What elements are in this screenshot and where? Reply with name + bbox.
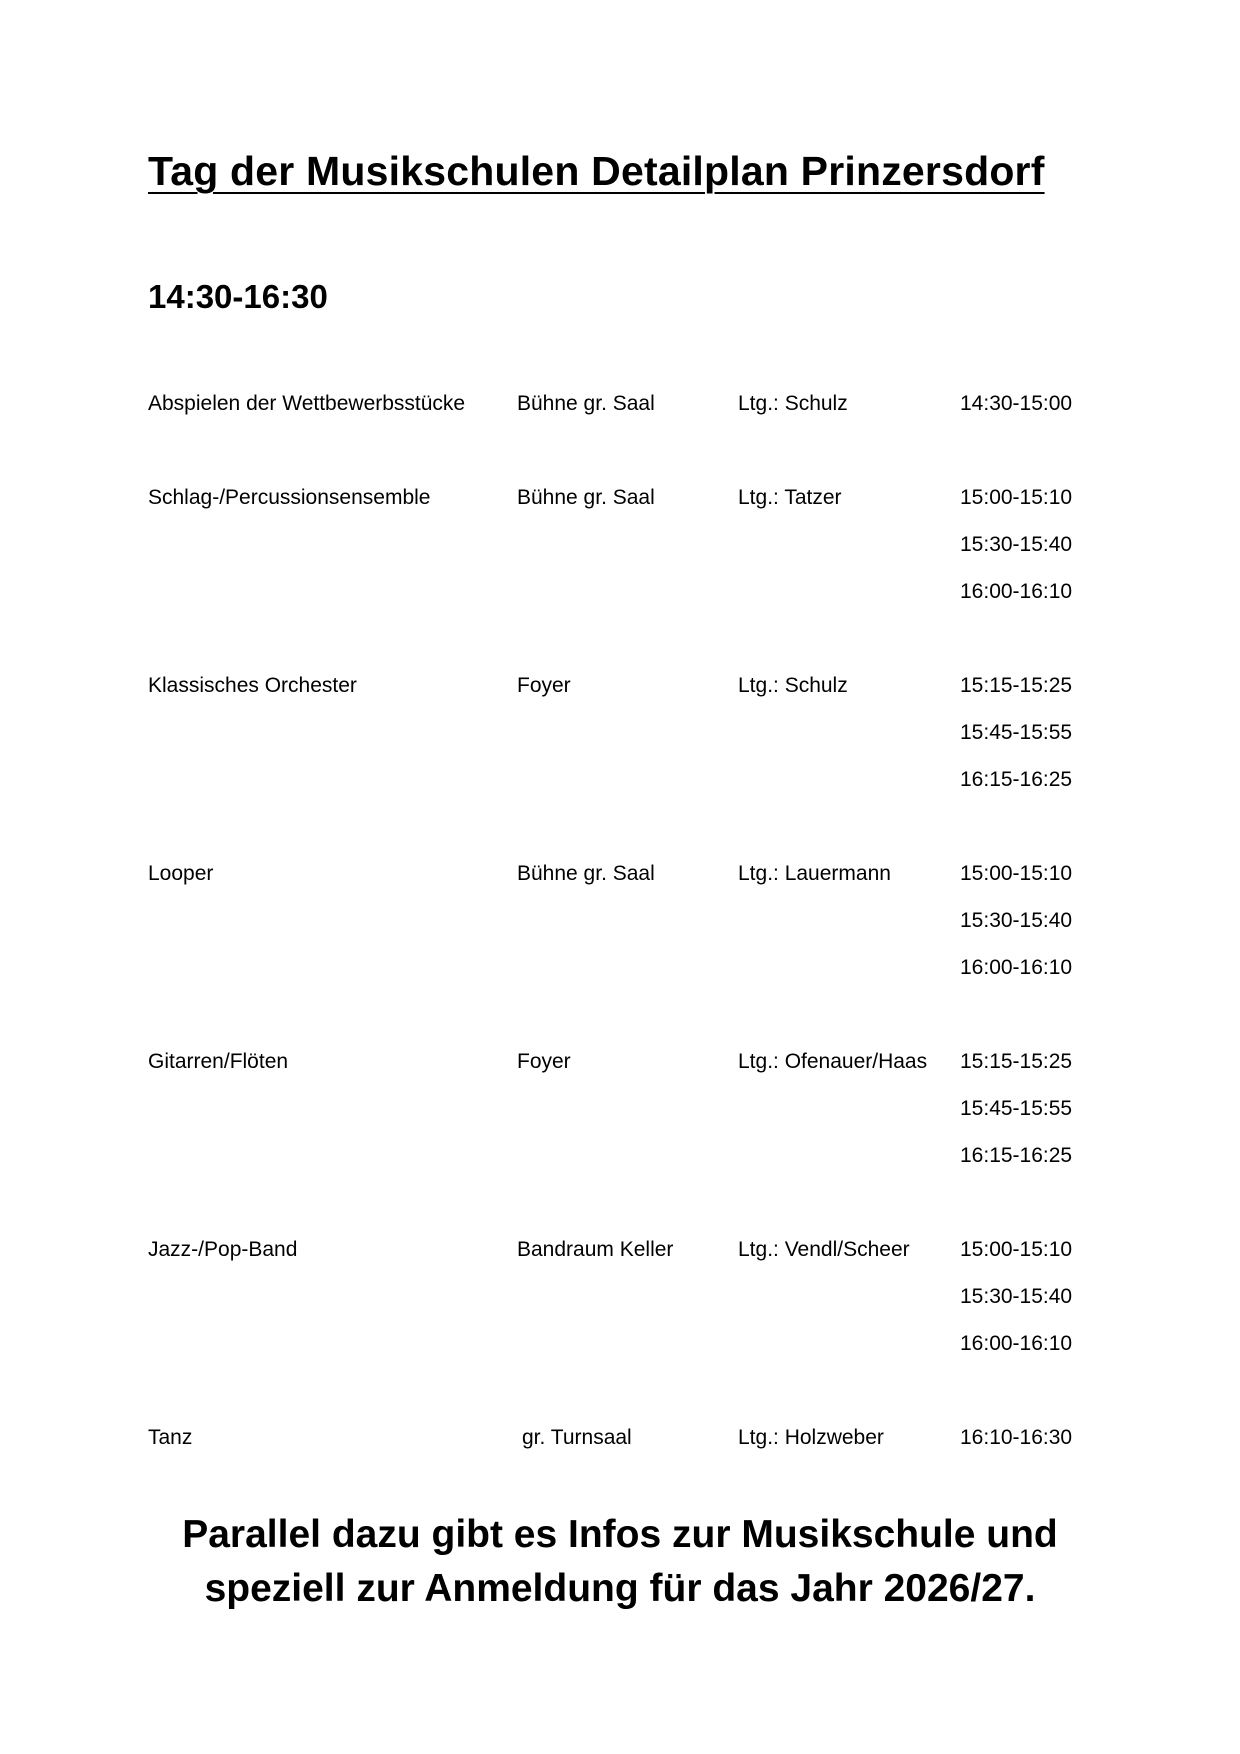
timeframe-heading: 14:30-16:30 xyxy=(148,278,328,315)
activity-name: Looper xyxy=(148,862,214,885)
registration-info-line: speziell zur Anmeldung für das Jahr 2026/27. xyxy=(204,1567,1036,1610)
time-slot: 14:30-15:00 xyxy=(960,392,1073,415)
registration-info-note xyxy=(80,1508,1160,1616)
activity-times xyxy=(960,850,1108,991)
schedule-list xyxy=(148,380,1108,1508)
activity-leader: Ltg.: Lauermann xyxy=(738,862,891,885)
activity-location: Bühne gr. Saal xyxy=(517,486,655,509)
time-slot: 15:15-15:25 xyxy=(960,674,1073,697)
time-slot: 15:00-15:10 xyxy=(960,862,1073,885)
schedule-entry xyxy=(148,1038,1108,1179)
time-slot: 16:00-16:10 xyxy=(960,1332,1073,1355)
time-slot: 16:00-16:10 xyxy=(960,580,1073,603)
time-slot: 15:30-15:40 xyxy=(960,909,1073,932)
time-slot: 15:00-15:10 xyxy=(960,1238,1073,1261)
time-slot: 16:10-16:30 xyxy=(960,1426,1073,1449)
activity-times xyxy=(960,1226,1108,1367)
time-slot: 16:15-16:25 xyxy=(960,1144,1073,1167)
activity-leader: Ltg.: Holzweber xyxy=(738,1426,884,1449)
schedule-entry xyxy=(148,474,1108,615)
time-slot: 15:45-15:55 xyxy=(960,721,1073,744)
activity-times xyxy=(960,474,1108,615)
activity-times xyxy=(960,1414,1108,1461)
activity-name: Abspielen der Wettbewerbsstücke xyxy=(148,392,466,415)
time-slot: 16:15-16:25 xyxy=(960,768,1073,791)
time-slot: 15:00-15:10 xyxy=(960,486,1073,509)
schedule-entry xyxy=(148,662,1108,803)
activity-name: Schlag-/Percussionsensemble xyxy=(148,486,431,509)
activity-location: Foyer xyxy=(517,674,571,697)
activity-leader: Ltg.: Ofenauer/Haas xyxy=(738,1050,928,1073)
activity-name: Jazz-/Pop-Band xyxy=(148,1238,298,1261)
schedule-entry xyxy=(148,1414,1108,1461)
activity-location: Foyer xyxy=(517,1050,571,1073)
time-slot: 15:30-15:40 xyxy=(960,1285,1073,1308)
activity-times xyxy=(960,1038,1108,1179)
schedule-entry xyxy=(148,380,1108,427)
activity-leader: Ltg.: Schulz xyxy=(738,392,848,415)
activity-times xyxy=(960,380,1108,427)
time-slot: 15:45-15:55 xyxy=(960,1097,1073,1120)
activity-times xyxy=(960,662,1108,803)
schedule-entry xyxy=(148,850,1108,991)
activity-location: Bühne gr. Saal xyxy=(517,392,655,415)
activity-leader: Ltg.: Schulz xyxy=(738,674,848,697)
time-slot: 15:15-15:25 xyxy=(960,1050,1073,1073)
schedule-entry xyxy=(148,1226,1108,1367)
page-title: Tag der Musikschulen Detailplan Prinzersdorf xyxy=(148,148,1045,194)
activity-location: Bandraum Keller xyxy=(517,1238,674,1261)
time-slot: 16:00-16:10 xyxy=(960,956,1073,979)
activity-leader: Ltg.: Tatzer xyxy=(738,486,842,509)
activity-name: Klassisches Orchester xyxy=(148,674,357,697)
activity-leader: Ltg.: Vendl/Scheer xyxy=(738,1238,910,1261)
activity-name: Gitarren/Flöten xyxy=(148,1050,289,1073)
activity-location: gr. Turnsaal xyxy=(522,1426,632,1449)
activity-location: Bühne gr. Saal xyxy=(517,862,655,885)
activity-name: Tanz xyxy=(148,1426,193,1449)
time-slot: 15:30-15:40 xyxy=(960,533,1073,556)
registration-info-line: Parallel dazu gibt es Infos zur Musikschule und xyxy=(182,1513,1058,1556)
